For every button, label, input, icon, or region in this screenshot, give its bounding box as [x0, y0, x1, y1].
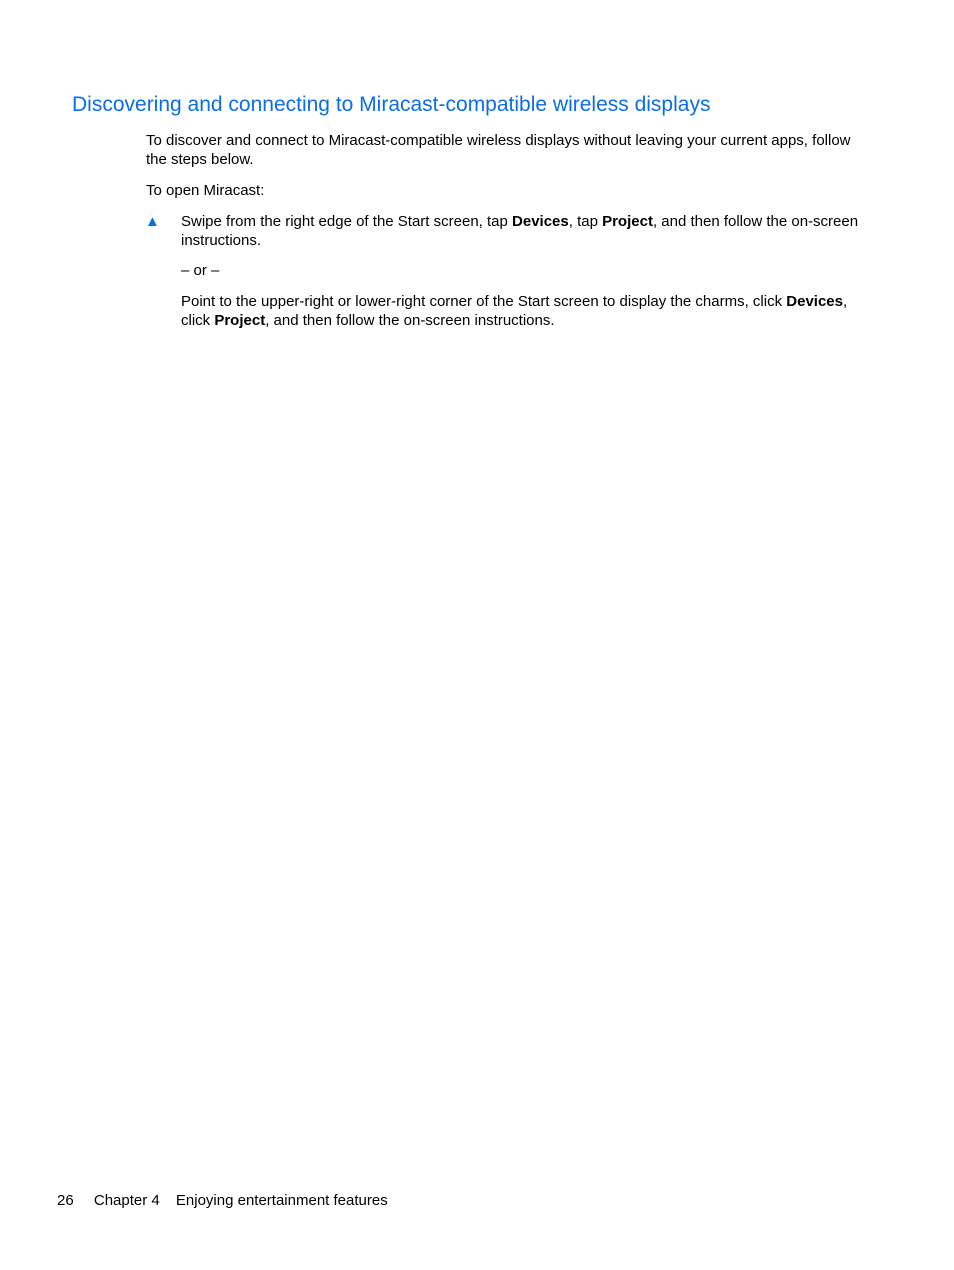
open-miracast-label: To open Miracast: — [146, 182, 265, 199]
devices-term: Devices — [512, 213, 569, 230]
page-footer — [57, 1191, 388, 1210]
alt-devices-term: Devices — [786, 293, 843, 310]
section-heading: Discovering and connecting to Miracast-compatible wireless displays — [72, 93, 711, 116]
chapter-label: Chapter 4 — [93, 1192, 160, 1209]
triangle-up-icon: ▲ — [145, 213, 160, 230]
alt-project-term: Project — [214, 312, 266, 329]
alt-text-1: Point to the upper-right or lower-right corner of the Start screen to display the charms, click — [181, 293, 787, 310]
or-separator: – or – — [181, 262, 220, 279]
alternate-instruction — [181, 292, 861, 330]
alt-text-3: , and then follow the on-screen instructions. — [265, 312, 555, 329]
chapter-title: Enjoying entertainment features — [175, 1192, 388, 1209]
intro-paragraph: To discover and connect to Miracast-compatible wireless displays without leaving your current apps, follow the steps below. — [146, 132, 851, 168]
alt-text-2: , click — [181, 293, 848, 329]
step-text-2: , tap — [568, 213, 603, 230]
step-instruction — [181, 212, 861, 250]
step-text-1: Swipe from the right edge of the Start screen, tap — [181, 213, 513, 230]
page-number: 26 — [57, 1192, 74, 1209]
project-term: Project — [602, 213, 653, 230]
step-text-3: , and then follow the on-screen instructions. — [181, 213, 859, 249]
